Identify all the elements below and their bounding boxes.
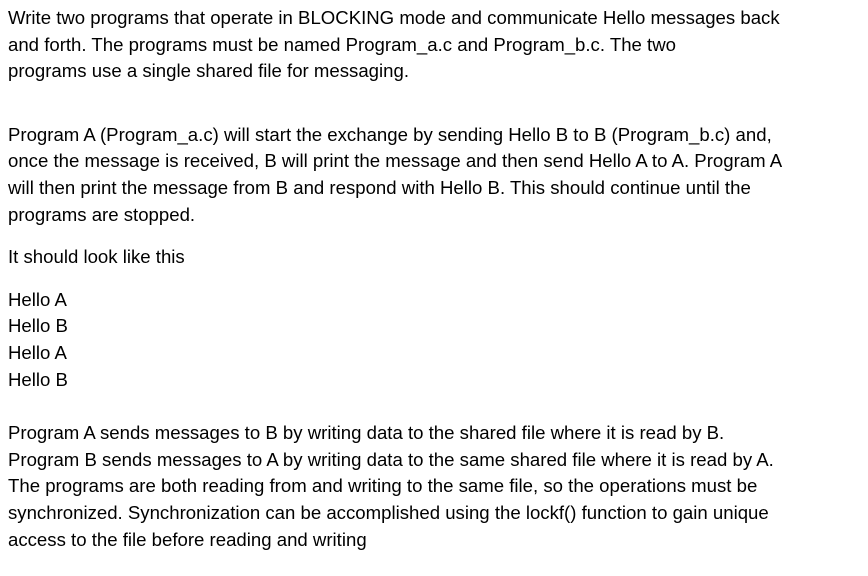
intro-line-3: programs use a single shared file for messaging. [8, 60, 410, 82]
example-output-line: Hello A [8, 341, 67, 363]
exchange-line-1: Program A (Program_a.c) will start the exchange by sending Hello B to B (Program_b.c) and, [8, 123, 772, 145]
synchronization-paragraph [8, 420, 860, 553]
intro-line-1: Write two programs that operate in BLOCKING mode and communicate Hello messages back [8, 7, 780, 28]
exchange-line-3: will then print the message from B and respond with Hello B. This should continue until the [8, 176, 751, 198]
sync-line-3: The programs are both reading from and writing to the same file, so the operations must be [8, 475, 758, 497]
spacer [8, 393, 860, 420]
sync-line-2: Program B sends messages to A by writing data to the same shared file where it is read by A. [8, 448, 774, 470]
example-output-line: Hello B [8, 315, 68, 337]
sync-line-4: synchronized. Synchronization can be accomplished using the lockf() function to gain unique [8, 501, 769, 523]
intro-paragraph [8, 5, 860, 85]
example-output-line: Hello A [8, 288, 67, 310]
example-output-line: Hello B [8, 368, 68, 390]
spacer [8, 271, 860, 287]
example-intro-line: It should look like this [8, 246, 185, 268]
example-intro [8, 244, 860, 271]
intro-line-2: and forth. The programs must be named Program_a.c and Program_b.c. The two [8, 33, 676, 55]
sync-line-5: access to the file before reading and writing [8, 528, 367, 550]
sync-line-1: Program A sends messages to B by writing data to the shared file where it is read by B. [8, 422, 725, 444]
exchange-paragraph [8, 122, 860, 228]
spacer [8, 228, 860, 244]
exchange-line-2: once the message is received, B will print the message and then send Hello A to A. Program A [8, 150, 783, 172]
exchange-line-4: programs are stopped. [8, 203, 196, 225]
spacer [8, 85, 860, 122]
document-body [8, 5, 860, 553]
example-output-block [8, 287, 860, 393]
